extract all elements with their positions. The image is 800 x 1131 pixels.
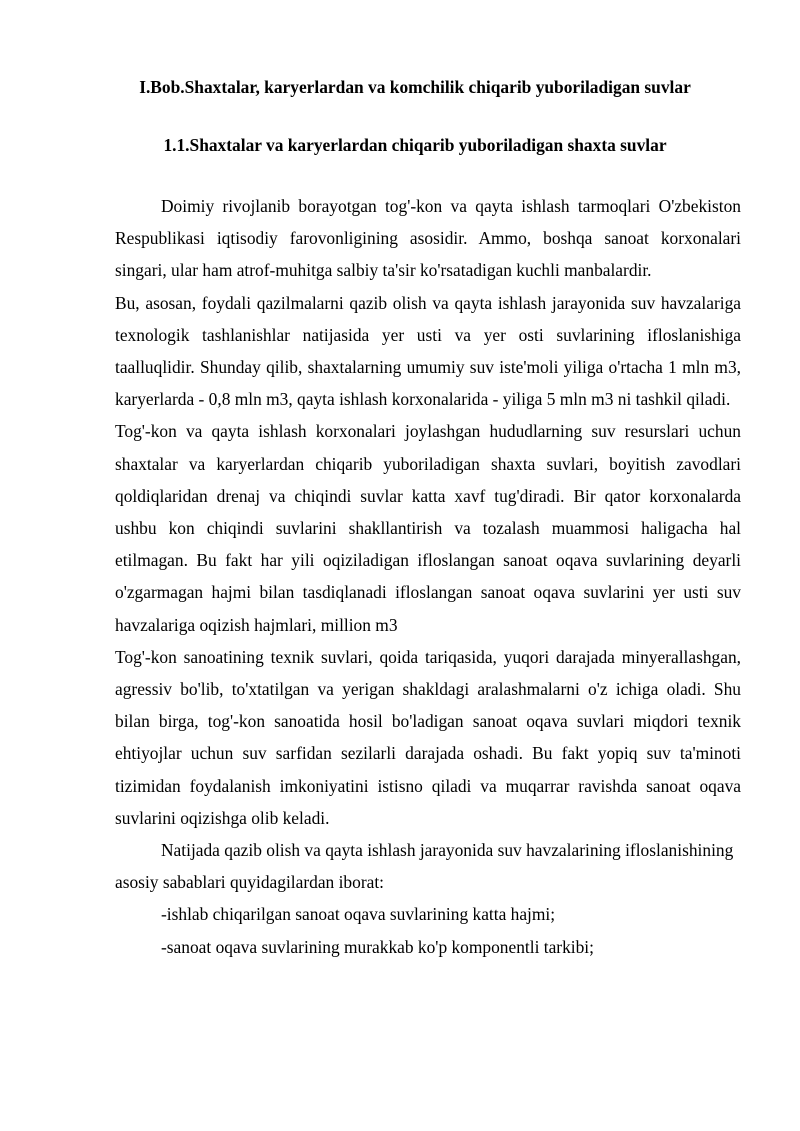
- paragraph-intro: Doimiy rivojlanib borayotgan tog'-kon va qayta ishlash tarmoqlari O'zbekiston Respublikasi iqtisodiy farovonligining asosidir. Ammo, boshqa sanoat korxonalari singari, ular ham atrof-muhitga salbiy ta'sir ko'rsatadigan kuchli manbalardir.: [115, 196, 741, 281]
- paragraph-technical-waters: Tog'-kon sanoatining texnik suvlari, qoida tariqasida, yuqori darajada minyerallashgan, agressiv bo'lib, to'xtatilgan va yerigan shakldagi aralashmalarni o'z ichiga oladi. Shu bilan birga, tog'-kon sanoatida hosil bo'ladigan sanoat oqava suvlari miqdori texnik ehtiyojlar uchun suv sarfidan sezilarli darajada oshadi. Bu fakt yopiq suv ta'minoti tizimidan foydalanish imkoniyatini istisno qiladi va muqarrar ravishda sanoat oqava suvlarini oqizishga olib keladi.: [115, 646, 741, 828]
- body-text: [115, 190, 741, 963]
- paragraph-water-consumption: Bu, asosan, foydali qazilmalarni qazib olish va qayta ishlash jarayonida suv havzalariga texnologik tashlanishlar natijasida yer usti va yer osti suvlarining ifloslanishiga taalluqlidir. Shunday qilib, shaxtalarning umumiy suv iste'moli yiliga o'rtacha 1 mln m3, karyerlarda - 0,8 mln m3, qayta ishlash korxonalarida - yiliga 5 mln m3 ni tashkil qiladi.: [115, 292, 741, 410]
- section-heading: 1.1.Shaxtalar va karyerlardan chiqarib yuboriladigan shaxta suvlar: [163, 135, 667, 155]
- list-item: -sanoat oqava suvlarining murakkab ko'p komponentli tarkibi;: [161, 936, 594, 957]
- list-item: -ishlab chiqarilgan sanoat oqava suvlarining katta hajmi;: [161, 904, 556, 925]
- paragraph-mine-waters: Tog'-kon va qayta ishlash korxonalari joylashgan hududlarning suv resurslari uchun shaxtalar va karyerlardan chiqarib yuboriladigan shaxta suvlari, boyitish zavodlari qoldiqlaridan drenaj va chiqindi suvlar katta xavf tug'diradi. Bir qator korxonalarda ushbu kon chiqindi suvlarini shakllantirish va tozalash muammosi haligacha hal etilmagan. Bu fakt har yili oqiziladigan ifloslangan sanoat oqava suvlarining deyarli o'zgarmagan hajmi bilan tasdiqlanadi ifloslangan sanoat oqava suvlarini yer usti suv havzalariga oqizish hajmlari, million m3: [115, 421, 741, 635]
- chapter-heading: I.Bob.Shaxtalar, karyerlardan va komchilik chiqarib yuboriladigan suvlar: [139, 77, 691, 97]
- paragraph-causes: Natijada qazib olish va qayta ishlash jarayonida suv havzalarining ifloslanishining asosiy sabablari quyidagilardan iborat:: [115, 840, 734, 893]
